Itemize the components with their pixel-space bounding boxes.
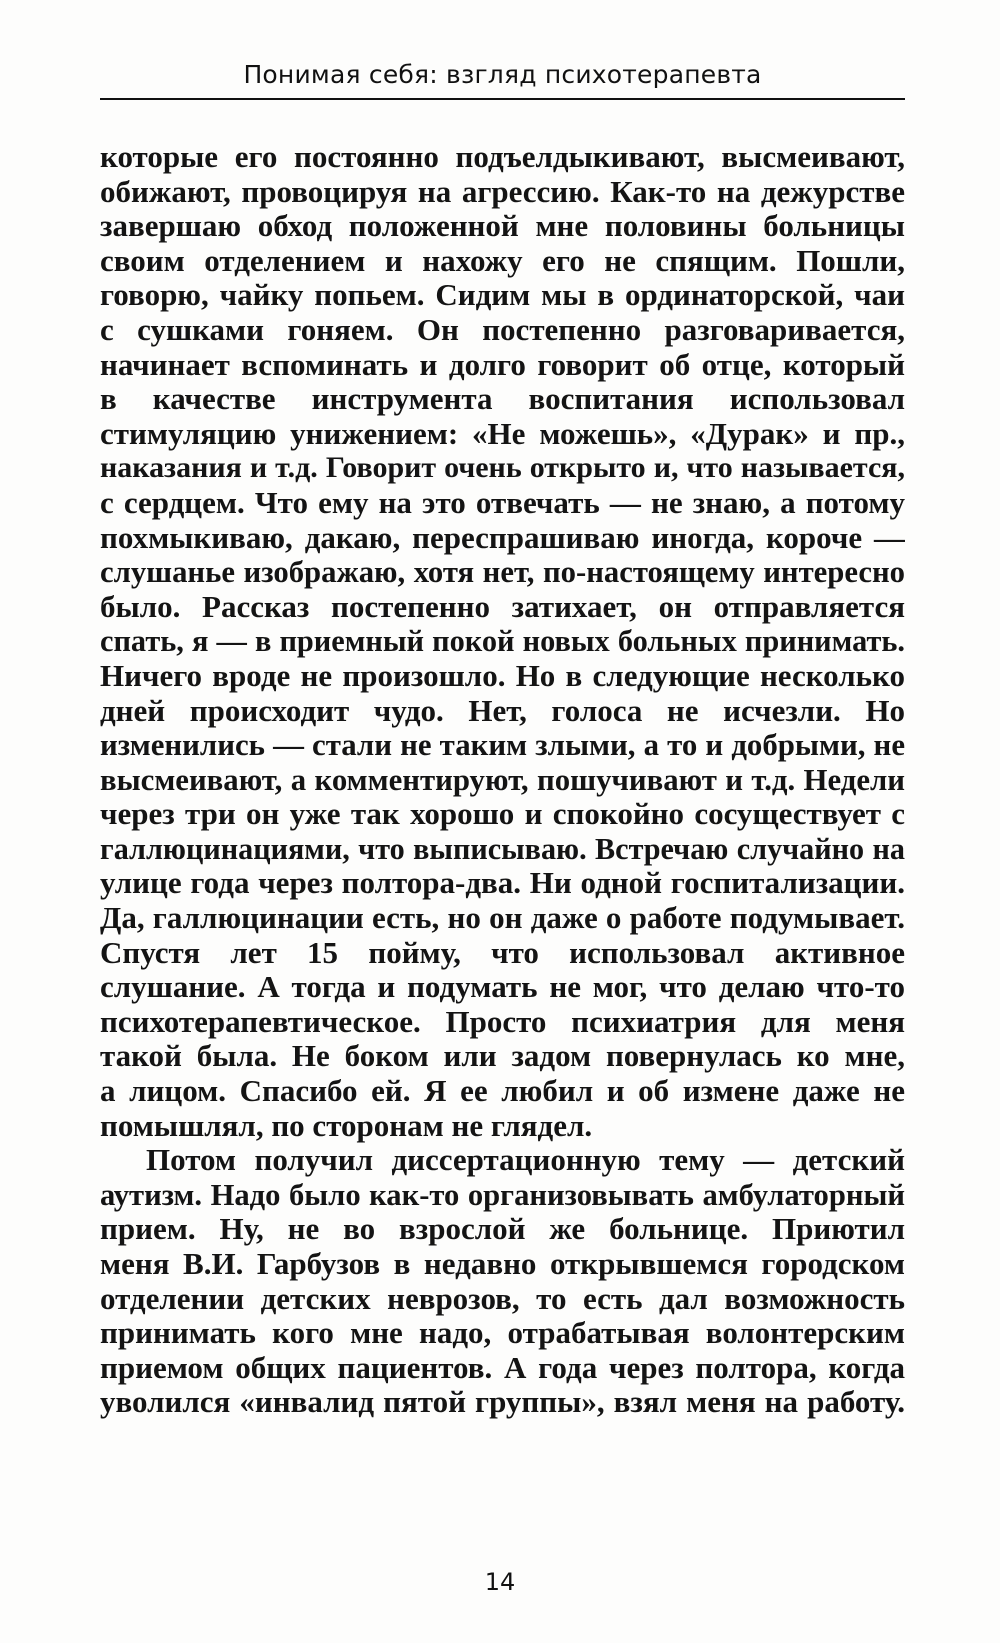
text-line: отделении детских неврозов, то есть дал возможность bbox=[100, 1281, 905, 1316]
text-line: а лицом. Спасибо ей. Я ее любил и об измене даже не bbox=[100, 1074, 905, 1109]
paragraph-1 bbox=[100, 140, 905, 1143]
text-line: было. Рассказ постепенно затихает, он отправляется bbox=[100, 589, 905, 624]
text-line: помышлял, по сторонам не глядел. bbox=[100, 1108, 593, 1143]
body-text bbox=[100, 140, 905, 1420]
text-line: начинает вспоминать и долго говорит об отце, который bbox=[100, 347, 905, 382]
text-line: улице года через полтора-два. Ни одной госпитализации. bbox=[100, 866, 905, 901]
text-line: с сердцем. Что ему на это отвечать — не знаю, а потому bbox=[100, 485, 905, 520]
text-line: изменились — стали не таким злыми, а то и добрыми, не bbox=[100, 728, 905, 763]
page-number: 14 bbox=[484, 1568, 516, 1596]
text-line: похмыкиваю, дакаю, переспрашиваю иногда, короче — bbox=[100, 520, 905, 555]
text-line: высмеивают, а комментируют, пошучивают и т.д. Недели bbox=[100, 762, 905, 797]
text-line: спать, я — в приемный покой новых больных принимать. bbox=[100, 624, 905, 659]
text-line: Потом получил диссертационную тему — детский bbox=[146, 1143, 905, 1178]
text-line: такой была. Не боком или задом повернулась ко мне, bbox=[100, 1039, 905, 1074]
text-line: галлюцинациями, что выписываю. Встречаю случайно на bbox=[100, 831, 905, 866]
text-line: стимуляцию унижением: «Не можешь», «Дурак» и пр., bbox=[100, 416, 905, 451]
text-line: Ничего вроде не произошло. Но в следующие несколько bbox=[100, 658, 905, 693]
text-line: уволился «инвалид пятой группы», взял меня на работу. bbox=[100, 1385, 905, 1420]
text-line: прием. Ну, не во взрослой же больнице. Приютил bbox=[100, 1212, 905, 1247]
text-line: приемом общих пациентов. А года через полтора, когда bbox=[100, 1350, 905, 1385]
text-line: с сушками гоняем. Он постепенно разговаривается, bbox=[100, 312, 905, 347]
text-line: слушанье изображаю, хотя нет, по-настоящему интересно bbox=[100, 555, 905, 590]
text-line: аутизм. Надо было как-то организовывать амбулаторный bbox=[100, 1177, 905, 1212]
text-line: обижают, провоцируя на агрессию. Как-то на дежурстве bbox=[100, 174, 905, 209]
text-line: завершаю обход положенной мне половины больницы bbox=[100, 209, 905, 244]
text-line: своим отделением и нахожу его не спящим. Пошли, bbox=[100, 243, 905, 278]
paragraph-2 bbox=[100, 1143, 905, 1420]
text-line: Спустя лет 15 пойму, что использовал активное bbox=[100, 935, 905, 970]
text-line: через три он уже так хорошо и спокойно сосуществует с bbox=[100, 797, 905, 832]
text-line: слушание. А тогда и подумать не мог, что делаю что-то bbox=[100, 970, 905, 1005]
text-line: в качестве инструмента воспитания использовал bbox=[100, 382, 905, 417]
text-line: наказания и т.д. Говорит очень открыто и, что называется, bbox=[100, 451, 905, 485]
text-line: которые его постоянно подъелдыкивают, высмеивают, bbox=[100, 140, 905, 174]
text-line: принимать кого мне надо, отрабатывая волонтерским bbox=[100, 1316, 905, 1351]
text-line: дней происходит чудо. Нет, голоса не исчезли. Но bbox=[100, 693, 905, 728]
text-line: меня В.И. Гарбузов в недавно открывшемся городском bbox=[100, 1247, 905, 1281]
text-line: говорю, чайку попьем. Сидим мы в ординаторской, чаи bbox=[100, 278, 905, 313]
running-title: Понимая себя: взгляд психотерапевта bbox=[243, 60, 762, 89]
text-line: Да, галлюцинации есть, но он даже о работе подумывает. bbox=[100, 901, 905, 936]
header-rule bbox=[100, 98, 905, 100]
text-line: психотерапевтическое. Просто психиатрия для меня bbox=[100, 1004, 905, 1039]
